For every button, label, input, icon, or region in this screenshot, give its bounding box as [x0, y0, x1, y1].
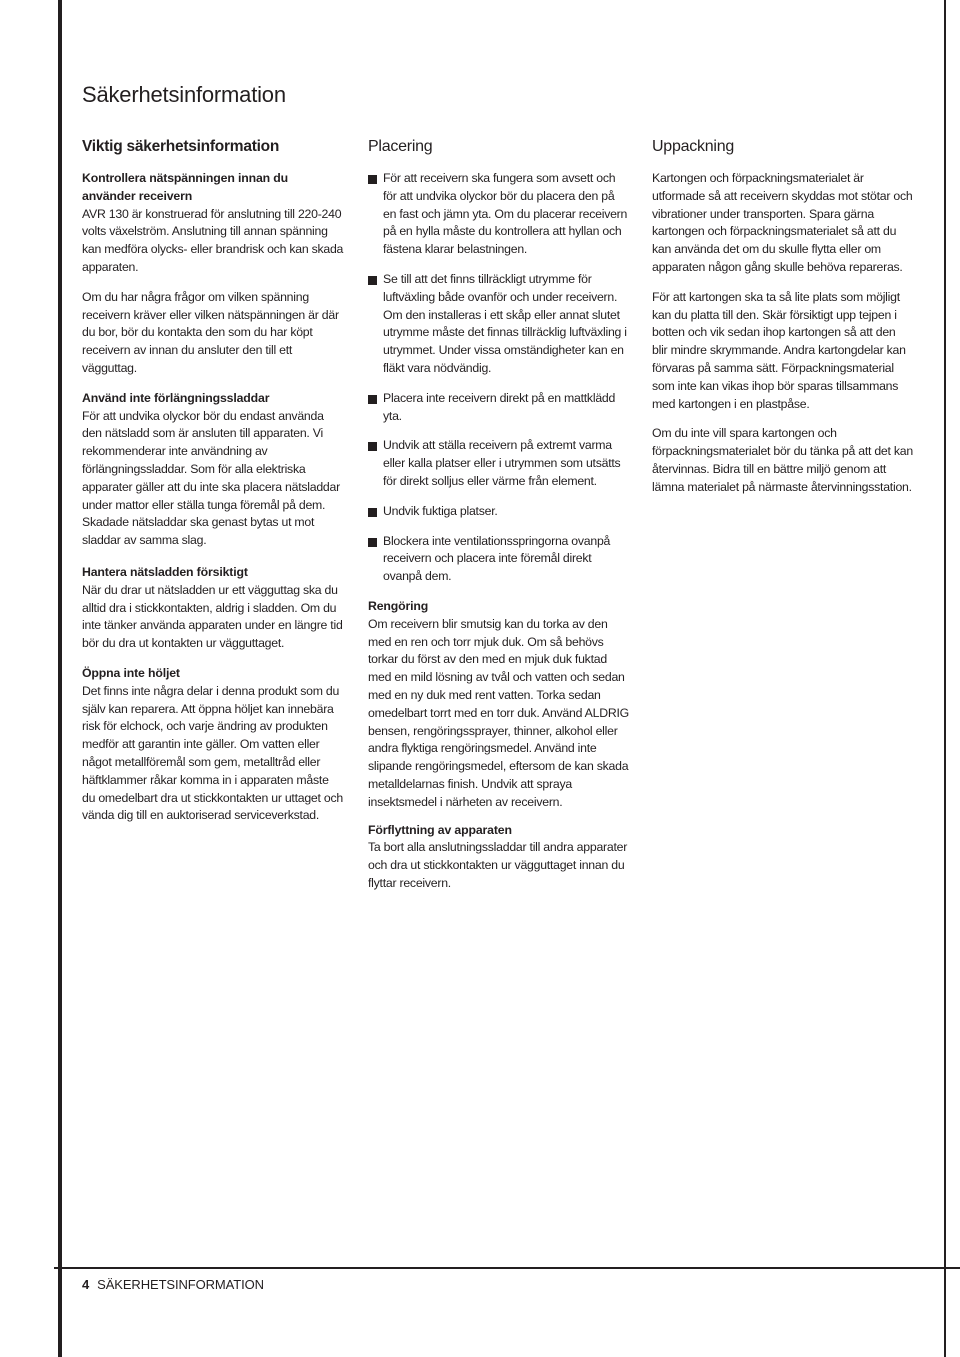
unpacking-paragraph-3: Om du inte vill spara kartongen och förpackningsmaterialet bör du tänka på att det kan återvinnas. Bidra till en bättre miljö genom att lämna materialet på närmaste återvinningsstation.	[652, 426, 913, 494]
list-item: Undvik fuktiga platser.	[368, 503, 630, 521]
unpacking-heading: Uppackning	[652, 138, 734, 155]
page-number: 4	[82, 1277, 90, 1292]
square-bullet-icon	[368, 508, 377, 517]
moving-subheading: Förflyttning av apparaten	[368, 822, 512, 837]
casing-subheading: Öppna inte höljet	[82, 665, 180, 680]
power-cord-paragraph: När du drar ut nätsladden ur ett vägguttag ska du alltid dra i stickkontakten, aldrig i sladden. Om du inte tänker använda apparaten under en längre tid bör du dra ut kontakten ur vägguttaget.	[82, 582, 343, 651]
voltage-paragraph: AVR 130 är konstruerad för anslutning till 220-240 volts växelström. Anslutning till annan spänning kan medföra olycks- eller brandrisk och kan skada apparaten.	[82, 206, 344, 274]
footer-rule	[54, 1267, 960, 1269]
square-bullet-icon	[368, 276, 377, 285]
page-footer	[82, 1277, 264, 1292]
page-title: Säkerhetsinformation	[82, 82, 286, 107]
cleaning-paragraph: Om receivern blir smutsig kan du torka av den med en ren och torr mjuk duk. Om så behövs torkar du först av den med en mjuk duk fuktad med en mild lösning av tvål och vatten och sedan med en ny duk med rent vatten. Torka sedan omedelbart torrt med en torr duk. Använd ALDRIG bensen, rengöringssprayer, thinner, alkohol eller andra flyktiga rengöringsmedel. Använd inte slipande rengöringsmedel, eftersom de kan skada metalldelarnas finish. Undvik att spraya insektsmedel i närheten av receivern.	[368, 616, 629, 809]
square-bullet-icon	[368, 395, 377, 404]
casing-paragraph: Det finns inte några delar i denna produkt som du själv kan reparera. Att öppna höljet kan innebära risk för elchock, och varje ändring av produkten medför att garantin inte gäller. Om vatten eller något metallföremål som gem, metalltråd eller häftklammer råkar komma in i apparaten måste du omedelbart dra ut stickkontakten ur uttaget och vända dig till en auktoriserad serviceverkstad.	[82, 683, 343, 823]
voltage-subheading: Kontrollera nätspänningen innan du använder receivern	[82, 171, 289, 203]
safety-heading: Viktig säkerhetsinformation	[82, 138, 280, 155]
square-bullet-icon	[368, 538, 377, 547]
unpacking-paragraph-2: För att kartongen ska ta så lite plats som möjligt kan du platta till den. Skär försiktigt upp tejpen i botten och vik sedan ihop kartongen så att den blir mindre skrymmande. Andra kartongdelar kan förvaras på samma sätt. Förpackningsmaterial som inte kan vikas ihop bör sparas tillsammans med kartongen i en plastpåse.	[652, 289, 906, 411]
square-bullet-icon	[368, 442, 377, 451]
placement-list	[368, 170, 630, 586]
list-item: Placera inte receivern direkt på en mattklädd yta.	[368, 390, 630, 426]
cleaning-subheading: Rengöring	[368, 598, 429, 613]
footer-section-label: SÄKERHETSINFORMATION	[97, 1277, 264, 1292]
list-item: För att receivern ska fungera som avsett och för att undvika olyckor bör du placera den på en fast och jämn yta. Om du placerar receivern på en hylla måste du kontrollera att hyllan och fästena klarar belastningen.	[368, 170, 630, 259]
unpacking-paragraph-1: Kartongen och förpackningsmaterialet är utformade så att receivern skyddas mot stötar och vibrationer under transporten. Spara gärna kartongen och förpackningsmaterialet så att du kan använda det om du skulle flytta eller om apparaten någon gång skulle behöva repareras.	[652, 171, 913, 274]
list-item: Se till att det finns tillräckligt utrymme för luftväxling både ovanför och under receivern. Om den installeras i ett skåp eller annat slutet utrymme måste det finnas tillräcklig luftväxling i utrymmet. Under vissa omständigheter kan en fläkt vara nödvändig.	[368, 271, 630, 378]
column-unpacking	[652, 136, 914, 509]
column-placement	[368, 136, 630, 905]
list-item: Blockera inte ventilationsspringorna ovanpå receivern och placera inte föremål direkt ovanpå dem.	[368, 533, 630, 586]
square-bullet-icon	[368, 175, 377, 184]
moving-paragraph: Ta bort alla anslutningssladdar till andra apparater och dra ut stickkontakten ur vägguttaget innan du flyttar receivern.	[368, 840, 628, 890]
extension-cord-paragraph: För att undvika olyckor bör du endast använda den nätsladd som är ansluten till apparaten. Vi rekommenderar inte användning av förlängningssladdar. Som för alla elektriska apparater gäller att du inte ska placera nätsladdar under mattor eller ställa tunga föremål på dem. Skadade nätsladdar ska genast bytas ut mot sladdar av samma slag.	[82, 408, 340, 548]
voltage-question-paragraph: Om du har några frågor om vilken spänning receivern kräver eller vilken nätspänningen är där du bor, bör du kontakta den som du har köpt receivern av innan du ansluter den till ett vägguttag.	[82, 289, 339, 375]
right-margin-rule	[944, 0, 946, 1357]
left-margin-rule	[58, 0, 62, 1357]
power-cord-subheading: Hantera nätsladden försiktigt	[82, 564, 248, 579]
list-item: Undvik att ställa receivern på extremt varma eller kalla platser eller i utrymmen som utsätts för direkt solljus eller värme från element.	[368, 437, 630, 490]
extension-cord-subheading: Använd inte förlängningssladdar	[82, 390, 270, 405]
placement-heading: Placering	[368, 138, 433, 155]
column-safety	[82, 136, 344, 837]
